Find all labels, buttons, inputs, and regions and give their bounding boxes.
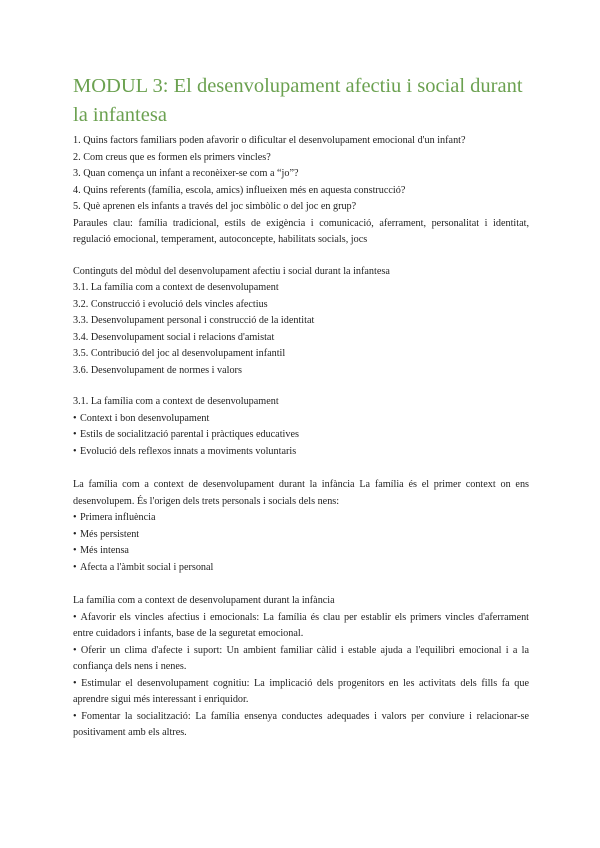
contents-item: 3.3. Desenvolupament personal i construcció de la identitat bbox=[73, 315, 315, 326]
contents-item: 3.4. Desenvolupament social i relacions d'amistat bbox=[73, 331, 275, 343]
intro-section bbox=[73, 477, 529, 576]
bullet-item: • Afecta a l'àmbit social i personal bbox=[73, 560, 529, 577]
roles-section bbox=[73, 593, 529, 742]
bullet-paragraph: • Oferir un clima d'afecte i suport: Un ambient familiar càlid i estable ajuda a l'equilibri emocional i a la confiança dels nens i nenes. bbox=[73, 644, 529, 672]
contents-item: 3.5. Contribució del joc al desenvolupament infantil bbox=[73, 348, 286, 359]
bullet-item: • Més intensa bbox=[73, 543, 529, 560]
questions-list bbox=[73, 133, 529, 216]
bullet-icon: • bbox=[73, 429, 77, 440]
section-heading: 3.1. La família com a context de desenvolupament bbox=[73, 396, 279, 407]
bullet-icon: • bbox=[73, 644, 77, 656]
contents-item: 3.2. Construcció i evolució dels vincles afectius bbox=[73, 298, 268, 310]
bullet-icon: • bbox=[73, 561, 77, 573]
bullet-item: • Més persistent bbox=[73, 527, 529, 544]
intro-paragraph: La família com a context de desenvolupament durant la infància La família és el primer context on ens desenvolupem. És l'origen dels trets personals i socials dels nens: bbox=[73, 479, 529, 507]
bullet-icon: • bbox=[73, 528, 77, 540]
section-3-1 bbox=[73, 394, 529, 460]
keywords-paragraph: Paraules clau: família tradicional, estils de exigència i comunicació, aferrament, personalitat i identitat, regulació emocional, temperament, autoconcepte, habilitats socials, jocs bbox=[73, 217, 529, 245]
question-item: 4. Quins referents (família, escola, amics) influeixen més en aquesta construcció? bbox=[73, 184, 406, 196]
bullet-icon: • bbox=[73, 710, 77, 722]
contents-item: 3.1. La família com a context de desenvolupament bbox=[73, 282, 279, 293]
bullet-item: • Primera influència bbox=[73, 510, 529, 527]
contents-item: 3.6. Desenvolupament de normes i valors bbox=[73, 364, 242, 376]
bullet-icon: • bbox=[73, 677, 77, 689]
bullet-icon: • bbox=[73, 445, 77, 457]
bullet-item: • Evolució dels reflexos innats a moviments voluntaris bbox=[73, 444, 529, 461]
section-heading: La família com a context de desenvolupament durant la infància bbox=[73, 595, 335, 606]
bullet-item: • Context i bon desenvolupament bbox=[73, 411, 529, 428]
bullet-icon: • bbox=[73, 611, 77, 623]
page-title: MODUL 3: El desenvolupament afectiu i social durant la infantesa bbox=[73, 75, 523, 126]
question-item: 3. Quan comença un infant a reconèixer-se com a “jo”? bbox=[73, 168, 299, 179]
question-item: 2. Com creus que es formen els primers vincles? bbox=[73, 151, 271, 163]
bullet-item: • Estils de socialització parental i pràctiques educatives bbox=[73, 427, 529, 444]
bullet-paragraph: • Fomentar la socialització: La família ensenya conductes adequades i valors per conviure i relacionar-se positivament amb els altres. bbox=[73, 710, 530, 738]
contents-heading: Continguts del mòdul del desenvolupament afectiu i social durant la infantesa bbox=[73, 265, 390, 277]
bullet-icon: • bbox=[73, 512, 77, 523]
bullet-icon: • bbox=[73, 412, 77, 424]
document-page bbox=[73, 72, 529, 742]
contents-section bbox=[73, 264, 529, 380]
question-item: 5. Què aprenen els infants a través del joc simbòlic o del joc en grup? bbox=[73, 201, 357, 212]
bullet-paragraph: • Estimular el desenvolupament cognitiu: La implicació dels progenitors en les activitats dels fills fa que aprendre sigui més interessant i enriquidor. bbox=[73, 677, 530, 705]
bullet-paragraph: • Afavorir els vincles afectius i emocionals: La família és clau per establir els primers vincles d'aferrament entre cuidadors i infants, base de la seguretat emocional. bbox=[73, 611, 530, 639]
question-item: 1. Quins factors familiars poden afavorir o dificultar el desenvolupament emocional d'un infant? bbox=[73, 135, 466, 146]
bullet-icon: • bbox=[73, 545, 77, 556]
